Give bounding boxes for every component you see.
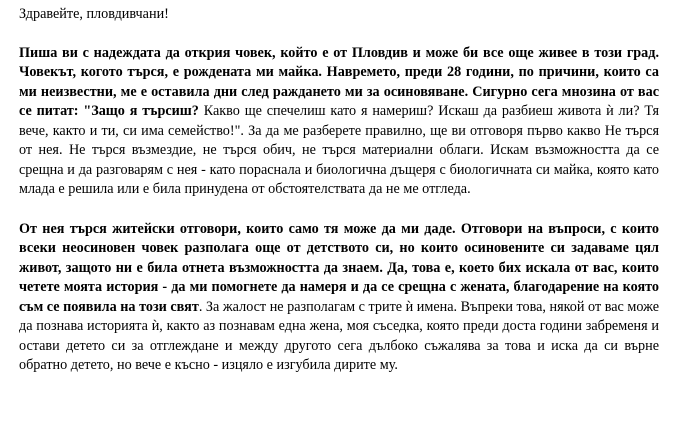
greeting-text: Здравейте, пловдивчани! — [19, 6, 169, 22]
letter-paragraph-1 — [19, 44, 659, 200]
paragraph-1-normal-text: Какво ще спечелиш като я намериш? Искаш да разбиеш живота ѝ ли? Тя вече, както и ти, си има семейство!". За да ме разберете правилно, ще ви отговоря първо какво Не търся от нея. Не търся възмездие, не търся обич, не търся материални облаги. Искам възможността да се срещна и да разговарям с нея - като пораснала и биологична дъщеря с биологичната си майка, която като млада е решила или е била принудена от обстоятелствата да не ме отгледа. — [19, 103, 659, 197]
paragraph-2-bold-text: От нея търся житейски отговори, които само тя може да ми даде. Отговори на въпроси, с които всеки неосиновен човек разполага още от детството си, но които осиновените си задаваме цял живот, защото ни е била отнета възможността да знаем. Да, това е, което бих искала от вас, които четете моята история - да ми помогнете да намеря и да се срещна с жената, благодарение на която съм се появила на този свят — [19, 220, 659, 315]
letter-greeting — [19, 5, 659, 25]
paragraph-1-bold-text: Пиша ви с надеждата да открия човек, който е от Пловдив и може би все още живее в този град. Човекът, когото търся, е рождената ми майка. Навремето, преди 28 години, по причини, които са ми неизвестни, ме е оставила дни след раждането ми за осиновяване. Сигурно сега мнозина от вас се питат: "Защо я търсиш? — [19, 44, 659, 119]
letter-document — [19, 5, 659, 396]
paragraph-2-normal-text: . За жалост не разполагам с трите ѝ имена. Въпреки това, някой от вас може да познава историята ѝ, както аз познавам една жена, моя съседка, която преди доста години забременя и остави детето си за отглеждане и между другото сега дълбоко съжалява за това и иска да си върне обратно детето, но вече е късно - изцяло е изгубила дирите му. — [19, 298, 660, 373]
letter-paragraph-2 — [19, 220, 659, 376]
